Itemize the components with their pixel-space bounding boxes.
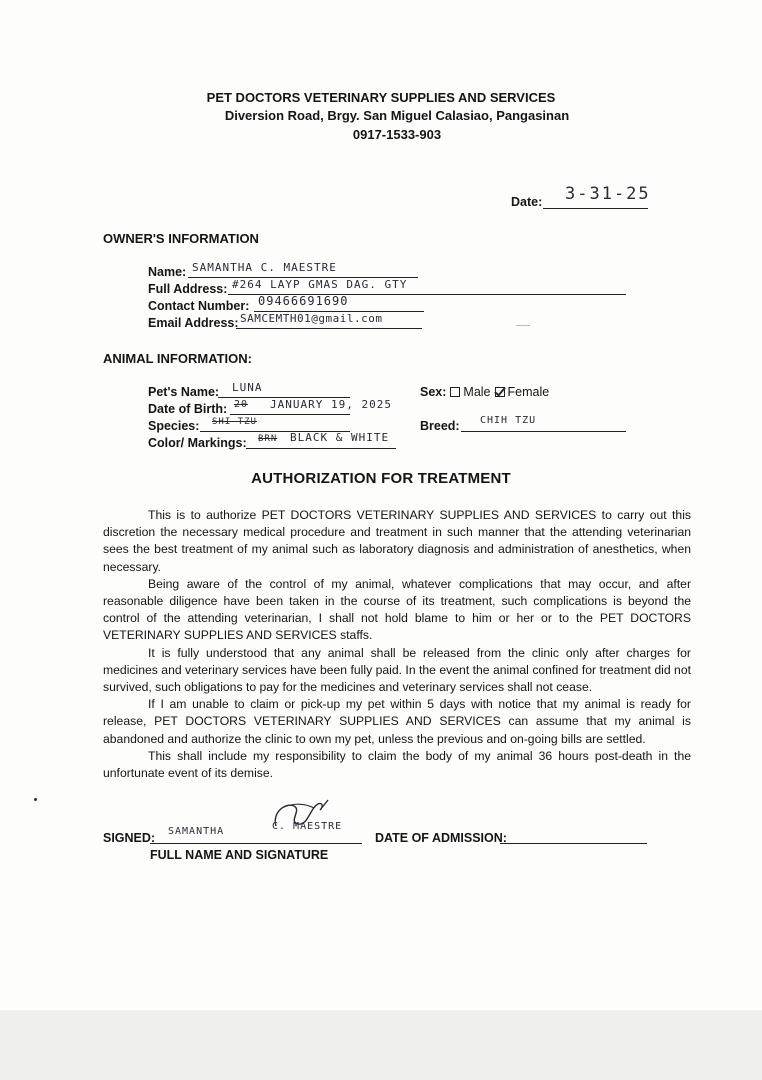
dob-line xyxy=(230,414,350,415)
color-line xyxy=(246,448,396,449)
breed-value: CHIH TZU xyxy=(480,415,537,426)
color-value: BLACK & WHITE xyxy=(290,431,390,444)
owner-email-label: Email Address: xyxy=(148,316,239,330)
authorization-body xyxy=(103,507,691,782)
owner-heading: OWNER'S INFORMATION xyxy=(103,231,259,246)
owner-email-value: SAMCEMTH01@gmail.com xyxy=(240,312,383,325)
signed-label: SIGNED: xyxy=(103,831,156,845)
signed-name-first: SAMANTHA xyxy=(168,826,225,837)
authorization-title: AUTHORIZATION FOR TREATMENT xyxy=(251,470,511,487)
admission-label: DATE OF ADMISSION: xyxy=(375,831,507,845)
authorization-paragraph-5: This shall include my responsibility to claim the body of my animal 36 hours post-death in the unfortunate event of its demise. xyxy=(103,748,691,781)
authorization-paragraph-2: Being aware of the control of my animal, whatever complications that may occur, and after reasonable diligence have been taken in the course of its treatment, such complications is beyond the control of the attending veterinarian, I shall not hold blame to him or her or to the PET DOCTORS VETERINARY SUPPLIES AND SERVICES staffs. xyxy=(103,576,691,643)
owner-name-label: Name: xyxy=(148,265,187,279)
owner-name-value: SAMANTHA C. MAESTRE xyxy=(192,261,337,274)
sex-label: Sex: xyxy=(420,385,447,399)
species-struck: SHI TZU xyxy=(212,417,257,427)
clinic-name: PET DOCTORS VETERINARY SUPPLIES AND SERVICES xyxy=(206,90,556,105)
dob-label: Date of Birth: xyxy=(148,402,228,416)
signature-scribble xyxy=(262,796,342,840)
animal-heading: ANIMAL INFORMATION: xyxy=(103,351,252,366)
owner-address-value: #264 LAYP GMAS DAG. GTY xyxy=(232,278,408,291)
authorization-paragraph-1: This is to authorize PET DOCTORS VETERINARY SUPPLIES AND SERVICES to carry out this discretion the necessary medical procedure and treatment in such manner that the attending veterinarian sees the best treatment of my animal such as laboratory diagnosis and administration of anesthetics, when necessary. xyxy=(103,508,691,574)
admission-line xyxy=(500,843,647,844)
owner-contact-label: Contact Number: xyxy=(148,299,250,313)
species-label: Species: xyxy=(148,419,200,433)
color-label: Color/ Markings: xyxy=(148,436,247,450)
male-checkbox[interactable] xyxy=(450,387,460,397)
date-value: 3-31-25 xyxy=(565,184,651,204)
female-checkbox[interactable] xyxy=(495,387,505,397)
full-name-label: FULL NAME AND SIGNATURE xyxy=(150,848,329,862)
dob-struck: 20 xyxy=(234,399,249,410)
clinic-address: Diversion Road, Brgy. San Miguel Calasiao, Pangasinan xyxy=(224,108,570,123)
breed-label: Breed: xyxy=(420,419,460,433)
color-struck: BRN xyxy=(258,434,278,444)
scan-speck xyxy=(34,798,37,801)
dob-value: JANUARY 19, 2025 xyxy=(270,398,392,411)
pet-name-label: Pet's Name: xyxy=(148,385,220,399)
breed-line xyxy=(461,431,626,432)
stray-mark xyxy=(516,325,530,326)
date-line xyxy=(543,208,648,209)
signed-name-rest: C. MAESTRE xyxy=(272,821,343,832)
male-option-label: Male xyxy=(463,385,491,399)
clinic-phone: 0917-1533-903 xyxy=(352,127,442,142)
scan-background xyxy=(0,1010,762,1080)
owner-contact-value: 09466691690 xyxy=(258,294,349,308)
signature-line xyxy=(150,843,362,844)
owner-email-line xyxy=(236,328,422,329)
owner-address-label: Full Address: xyxy=(148,282,228,296)
authorization-paragraph-3: It is fully understood that any animal shall be released from the clinic only after charges for medicines and veterinary services have been fully paid. In the event the animal confined for treatment did not survived, such obligations to pay for the medicines and veterinary services shall not cease. xyxy=(103,645,691,695)
female-option-label: Female xyxy=(507,385,550,399)
date-label: Date: xyxy=(511,195,543,209)
pet-name-value: LUNA xyxy=(232,381,263,394)
authorization-paragraph-4: If I am unable to claim or pick-up my pet within 5 days with notice that my animal is ready for release, PET DOCTORS VETERINARY SUPPLIES AND SERVICES can assume that my animal is abandoned and authorize the clinic to own my pet, unless the previous and on-going bills are settled. xyxy=(103,697,691,746)
sex-field xyxy=(420,385,549,399)
